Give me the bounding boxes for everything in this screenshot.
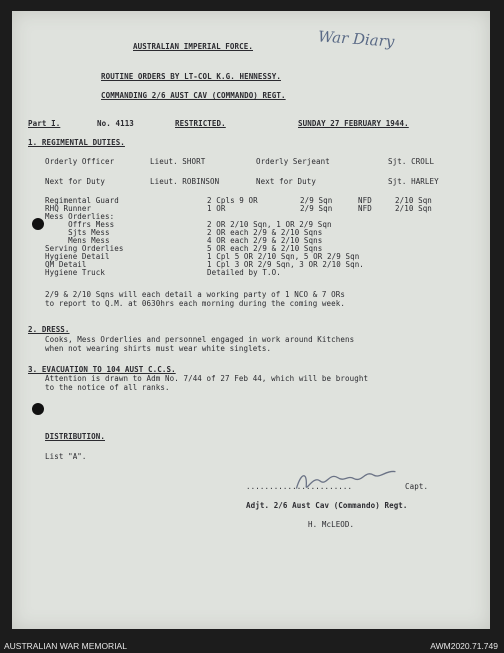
distribution-title: DISTRIBUTION. <box>45 432 105 441</box>
order-number: No. 4113 <box>97 119 134 128</box>
part-label: Part I. <box>28 119 61 128</box>
duty-sqn-next: 2/10 Sqn <box>395 204 432 213</box>
duty-detail: 1 OR <box>207 204 226 213</box>
orderly-serjeant: Sjt. CROLL <box>388 157 435 166</box>
classification: RESTRICTED. <box>175 119 226 128</box>
duty-name: Hygiene Detail <box>45 252 110 261</box>
dress-line-2: when not wearing shirts must wear white singlets. <box>45 344 272 353</box>
evacuation-line-2: to the notice of all ranks. <box>45 383 170 392</box>
next-duty-label-2: Next for Duty <box>256 177 316 186</box>
signature-dots: ....................... <box>246 482 353 491</box>
header-line-1: AUSTRALIAN IMPERIAL FORCE. <box>133 42 253 51</box>
punch-hole-bottom <box>32 403 44 415</box>
dress-line-1: Cooks, Mess Orderlies and personnel engaged in work around Kitchens <box>45 335 355 344</box>
working-party-note-line-2: to report to Q.M. at 0630hrs each morning during the coming week. <box>45 299 345 308</box>
section-2-title: 2. DRESS. <box>28 325 70 334</box>
signature-appointment: Adjt. 2/6 Aust Cav (Commando) Regt. <box>246 501 408 510</box>
duty-detail: 1 Cpl 5 OR 2/10 Sqn, 5 OR 2/9 Sqn <box>207 252 360 261</box>
duty-detail: 2 OR each 2/9 & 2/10 Sqns <box>207 228 323 237</box>
distribution-list: List "A". <box>45 452 87 461</box>
duty-sqn: 2/9 Sqn <box>300 204 333 213</box>
orderly-serjeant-label: Orderly Serjeant <box>256 157 330 166</box>
header-line-3: COMMANDING 2/6 AUST CAV (COMMANDO) REGT. <box>101 91 286 100</box>
orderly-officer: Lieut. SHORT <box>150 157 206 166</box>
duty-nfd: NFD <box>358 204 372 213</box>
working-party-note-line-1: 2/9 & 2/10 Sqns will each detail a working party of 1 NCO & 7 ORs <box>45 290 345 299</box>
section-3-title: 3. EVACUATION TO 104 AUST C.C.S. <box>28 365 176 374</box>
duty-detail: 2 Cpls 9 OR <box>207 196 258 205</box>
footer-source: AUSTRALIAN WAR MEMORIAL <box>4 641 127 651</box>
duty-name: QM Detail <box>45 260 87 269</box>
duty-sqn-next: 2/10 Sqn <box>395 196 432 205</box>
next-serjeant: Sjt. HARLEY <box>388 177 439 186</box>
footer-accession: AWM2020.71.749 <box>430 641 498 651</box>
duty-name: Hygiene Truck <box>45 268 105 277</box>
orderly-officer-label: Orderly Officer <box>45 157 115 166</box>
duty-name: Offrs Mess <box>45 220 115 229</box>
duty-name: Mess Orderlies: <box>45 212 115 221</box>
duty-detail: 4 OR each 2/9 & 2/10 Sqns <box>207 236 323 245</box>
duty-detail: Detailed by T.O. <box>207 268 281 277</box>
duty-detail: 2 OR 2/10 Sqn, 1 OR 2/9 Sqn <box>207 220 332 229</box>
order-date: SUNDAY 27 FEBRUARY 1944. <box>298 119 409 128</box>
header-line-2: ROUTINE ORDERS BY LT-COL K.G. HENNESSY. <box>101 72 281 81</box>
signature-rank: Capt. <box>405 482 429 491</box>
next-officer: Lieut. ROBINSON <box>150 177 220 186</box>
evacuation-line-1: Attention is drawn to Adm No. 7/44 of 27 Feb 44, which will be brought <box>45 374 369 383</box>
section-1-title: 1. REGIMENTAL DUTIES. <box>28 138 125 147</box>
document-page <box>12 11 490 629</box>
duty-name: Serving Orderlies <box>45 244 124 253</box>
duty-name: Sjts Mess <box>45 228 110 237</box>
signature-name: H. McLEOD. <box>308 520 355 529</box>
duty-sqn: 2/9 Sqn <box>300 196 333 205</box>
duty-detail: 1 Cpl 3 OR 2/9 Sqn, 3 OR 2/10 Sqn. <box>207 260 364 269</box>
duty-detail: 5 OR each 2/9 & 2/10 Sqns <box>207 244 323 253</box>
punch-hole-top <box>32 218 44 230</box>
duty-name: Regimental Guard <box>45 196 119 205</box>
duty-nfd: NFD <box>358 196 372 205</box>
handwritten-note: War Diary <box>317 27 395 51</box>
duty-name: RHQ Runner <box>45 204 92 213</box>
duty-name: Mens Mess <box>45 236 110 245</box>
next-duty-label: Next for Duty <box>45 177 105 186</box>
